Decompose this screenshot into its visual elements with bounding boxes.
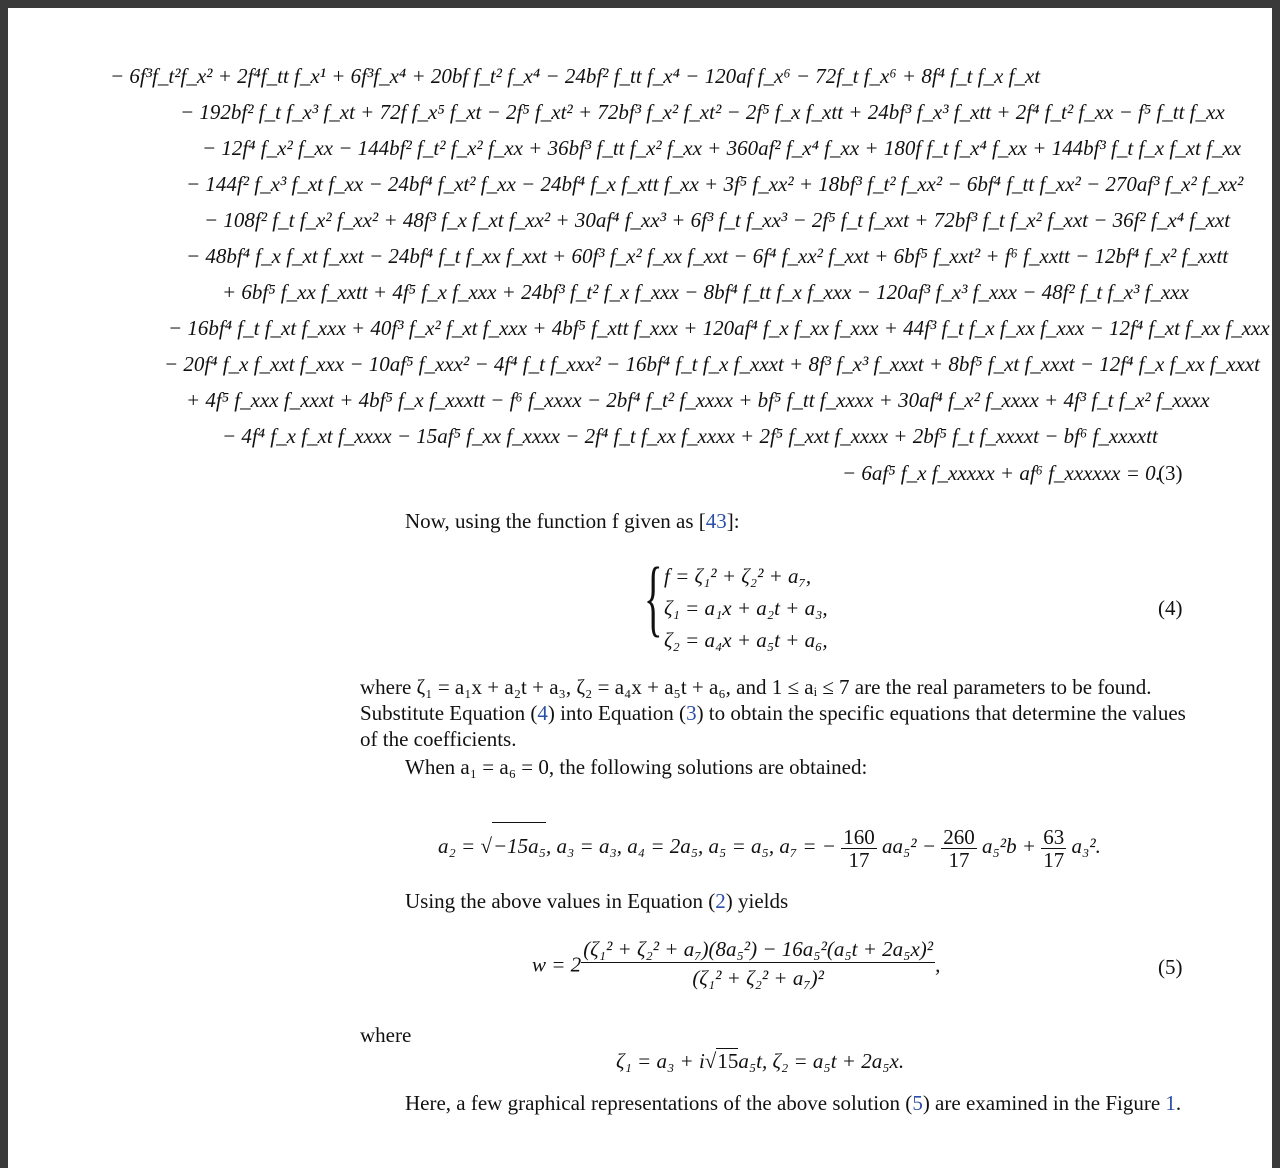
intro-sentence: Now, using the function f given as [43]:	[405, 509, 740, 533]
where-paragraph: where ζ₁ = a₁x + a₂t + a₃, ζ₂ = a₄x + a₅t + a₆, and 1 ≤ aᵢ ≤ 7 are the real parameters to be found. Substitute Equation (4) into Equation (3) to obtain the specific equations that determine the values of the coefficients.	[360, 675, 1186, 751]
equation-3-line-4: − 144f² f_x³ f_xt f_xx − 24bf⁴ f_xt² f_xx − 24bf⁴ f_x f_xtt f_xx + 3f⁵ f_xx² + 18bf³ f_t² f_xx² − 6bf⁴ f_tt f_xx² − 270af³ f_x² f_xx²	[186, 172, 1244, 196]
equation-3-line-8: − 16bf⁴ f_t f_xt f_xxx + 40f³ f_x² f_xt f_xxx + 4bf⁵ f_xtt f_xxx + 120af⁴ f_x f_xx f_xxx + 44f³ f_t f_x f_xx f_xxx − 12f⁴ f_xt f_xx f_xxx	[168, 316, 1270, 340]
here-paragraph: Here, a few graphical representations of the above solution (5) are examined in the Figure 1.	[405, 1091, 1182, 1115]
equation-3-number: (3)	[1158, 461, 1183, 485]
equation-4-number: (4)	[1158, 596, 1183, 620]
solution-equation: a₂ = √−15a₅, a₃ = a₃, a₄ = 2a₅, a₅ = a₅, a₇ = − $\frac{160}{17}$ aa₅² − $\frac{260}{17}$ a₅²b + $\frac{63}{17}$ a₃².	[438, 822, 1101, 871]
equation-3-line-9: − 20f⁴ f_x f_xxt f_xxx − 10af⁵ f_xxx² − 4f⁴ f_t f_xxx² − 16bf⁴ f_t f_x f_xxxt + 8f³ f_x³ f_xxxt + 8bf⁵ f_xt f_xxxt − 12f⁴ f_x f_xx f_xxxt	[164, 352, 1260, 376]
equation-5-number: (5)	[1158, 955, 1183, 979]
equation-3-line-6: − 48bf⁴ f_x f_xt f_xxt − 24bf⁴ f_t f_xx f_xxt + 60f³ f_x² f_xx f_xxt − 6f⁴ f_xx² f_xxt + 6bf⁵ f_xxt² + f⁶ f_xxtt − 12bf⁴ f_x² f_xxtt	[186, 244, 1229, 268]
equation-3-line-3: − 12f⁴ f_x² f_xx − 144bf² f_t² f_x² f_xx + 36bf³ f_tt f_x² f_xx + 360af² f_x⁴ f_xx + 180f f_t f_x⁴ f_xx + 144bf³ f_t f_x f_xt f_xx	[202, 136, 1242, 160]
equation-2-link[interactable]: 2	[715, 889, 726, 913]
equation-5: w = 2 $\frac{\text{(ζ₁² + ζ₂² + a₇)(8a₅²) − 16a₅²(a₅t + 2a₅x)²}}{\text{(ζ₁² + ζ₂² + a₇)²}}$ ,	[532, 937, 941, 990]
equation-3-line-10: + 4f⁵ f_xxx f_xxxt + 4bf⁵ f_x f_xxxtt − f⁶ f_xxxx − 2bf⁴ f_t² f_xxxx + bf⁵ f_tt f_xxxx + 30af⁴ f_x² f_xxxx + 4f³ f_t f_x² f_xxxx	[186, 388, 1210, 412]
equation-5-link[interactable]: 5	[912, 1091, 923, 1115]
equation-4-line-1: f = ζ₁² + ζ₂² + a₇,	[664, 564, 812, 588]
equation-4-line-3: ζ₂ = a₄x + a₅t + a₆,	[664, 628, 828, 652]
equation-3-line-5: − 108f² f_t f_x² f_xx² + 48f³ f_x f_xt f_xx² + 30af⁴ f_xx³ + 6f³ f_t f_xx³ − 2f⁵ f_t f_xxt + 72bf³ f_t f_x² f_xxt − 36f² f_x⁴ f_xxt	[204, 208, 1231, 232]
equation-4-line-2: ζ₁ = a₁x + a₂t + a₃,	[664, 596, 828, 620]
left-brace: {	[644, 549, 663, 645]
when-paragraph: When a₁ = a₆ = 0, the following solutions are obtained:	[405, 755, 868, 779]
equation-3-line-7: + 6bf⁵ f_xx f_xxtt + 4f⁵ f_x f_xxx + 24bf³ f_t² f_x f_xxx − 8bf⁴ f_tt f_x f_xxx − 120af³ f_x³ f_xxx − 48f² f_t f_x³ f_xxx	[222, 280, 1189, 304]
equation-3-line-12: − 6af⁵ f_x f_xxxxx + af⁶ f_xxxxxx = 0.	[842, 461, 1161, 485]
equation-4-link[interactable]: 4	[537, 701, 548, 725]
zeta-definition: ζ₁ = a₃ + i√15a₅t, ζ₂ = a₅t + 2a₅x.	[616, 1049, 905, 1073]
where-label: where	[360, 1023, 412, 1047]
figure-1-link[interactable]: 1	[1165, 1091, 1176, 1115]
equation-3-line-11: − 4f⁴ f_x f_xt f_xxxx − 15af⁵ f_xx f_xxxx − 2f⁴ f_t f_xx f_xxxx + 2f⁵ f_xxt f_xxxx + 2bf⁵ f_t f_xxxxt − bf⁶ f_xxxxtt	[222, 424, 1158, 448]
paper-page	[8, 8, 1272, 1168]
using-sentence: Using the above values in Equation (2) yields	[405, 889, 789, 913]
citation-43-link[interactable]: 43	[705, 509, 727, 533]
equation-3-line-2: − 192bf² f_t f_x³ f_xt + 72f f_x⁵ f_xt − 2f⁵ f_xt² + 72bf³ f_x² f_xt² − 2f⁵ f_x f_xtt + 24bf³ f_x³ f_xtt + 2f⁴ f_t² f_xx − f⁵ f_tt f_xx	[180, 100, 1225, 124]
equation-3-line-1: − 6f³f_t²f_x² + 2f⁴f_tt f_x¹ + 6f³f_x⁴ + 20bf f_t² f_x⁴ − 24bf² f_tt f_x⁴ − 120af f_x⁶ − 72f_t f_x⁶ + 8f⁴ f_t f_x f_xt	[110, 64, 1041, 88]
equation-3-link[interactable]: 3	[686, 701, 697, 725]
